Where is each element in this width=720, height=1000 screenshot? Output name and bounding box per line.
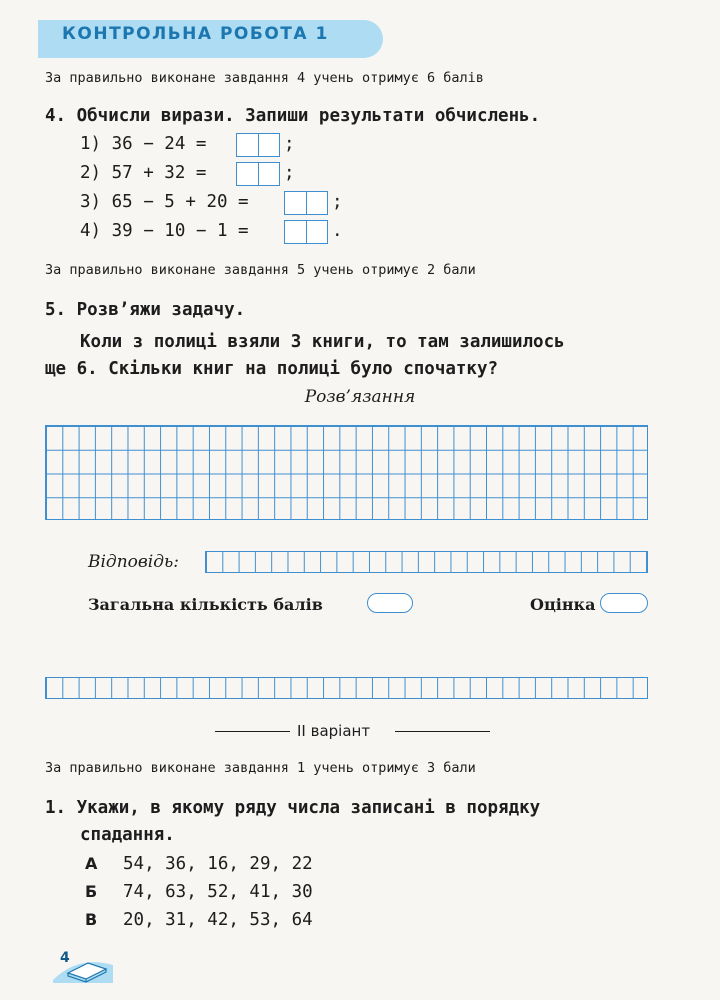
answer-box[interactable] <box>284 220 328 244</box>
expression: 36 − 24 = <box>111 134 207 154</box>
task4-item-1 <box>80 134 206 154</box>
expression: 39 − 10 − 1 = <box>111 221 249 241</box>
task4-score-note: За правильно виконане завдання 4 учень отримує 6 балів <box>45 70 484 86</box>
divider-left <box>215 731 290 732</box>
item-number: 3) <box>80 192 102 212</box>
page-number: 4 <box>60 950 70 966</box>
option-b[interactable] <box>85 882 313 902</box>
item-number: 1) <box>80 134 102 154</box>
item-number: 2) <box>80 163 102 183</box>
option-values: 74, 63, 52, 41, 30 <box>123 882 313 902</box>
option-a[interactable] <box>85 854 313 874</box>
option-values: 54, 36, 16, 29, 22 <box>123 854 313 874</box>
option-letter: А <box>85 854 98 873</box>
total-score-label: Загальна кількість балів <box>88 595 323 614</box>
solution-grid[interactable] <box>45 425 648 520</box>
bleed-through-grid <box>45 677 648 699</box>
total-score-field[interactable] <box>367 593 413 613</box>
task4-item-3 <box>80 192 249 212</box>
item-end: ; <box>284 163 295 183</box>
answer-box[interactable] <box>236 133 280 157</box>
grade-label: Оцінка <box>530 595 596 614</box>
item-end: ; <box>332 192 343 212</box>
option-letter: В <box>85 910 98 929</box>
answer-field[interactable] <box>205 551 648 573</box>
task1-score-note: За правильно виконане завдання 1 учень отримує 3 бали <box>45 760 476 776</box>
task4-heading: 4. Обчисли вирази. Запиши результати обчислень. <box>45 106 541 126</box>
task5-problem-line-2: ще 6. Скільки книг на полиці було спочатку? <box>45 359 499 379</box>
answer-box[interactable] <box>284 191 328 215</box>
task1-heading-line-2: спадання. <box>80 825 175 845</box>
task5-problem-line-1: Коли з полиці взяли 3 книги, то там залишилось <box>80 332 565 352</box>
task5-score-note: За правильно виконане завдання 5 учень отримує 2 бали <box>45 262 476 278</box>
item-end: . <box>332 221 343 241</box>
page-title: КОНТРОЛЬНА РОБОТА 1 <box>62 24 329 44</box>
expression: 65 − 5 + 20 = <box>111 192 249 212</box>
option-values: 20, 31, 42, 53, 64 <box>123 910 313 930</box>
variant-label: II варіант <box>297 722 371 740</box>
grade-field[interactable] <box>600 593 648 613</box>
answer-label: Відповідь: <box>88 552 179 572</box>
solution-label: Розв’язання <box>304 387 416 407</box>
task4-item-2 <box>80 163 206 183</box>
option-letter: Б <box>85 882 98 901</box>
task4-item-4 <box>80 221 249 241</box>
answer-box[interactable] <box>236 162 280 186</box>
item-end: ; <box>284 134 295 154</box>
expression: 57 + 32 = <box>111 163 207 183</box>
divider-right <box>395 731 490 732</box>
task1-heading-line-1: 1. Укажи, в якому ряду числа записані в порядку <box>45 798 541 818</box>
item-number: 4) <box>80 221 102 241</box>
task5-heading: 5. Розв’яжи задачу. <box>45 300 246 320</box>
option-c[interactable] <box>85 910 313 930</box>
books-icon <box>48 935 118 985</box>
